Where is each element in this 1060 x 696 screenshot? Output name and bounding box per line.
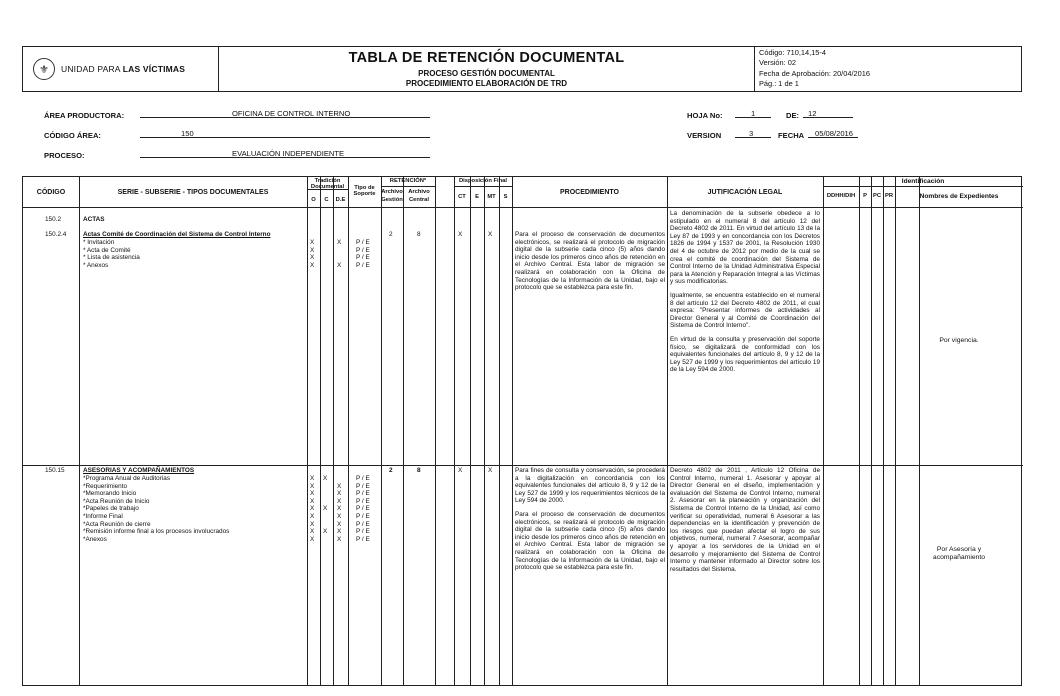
retention-table xyxy=(22,176,1022,686)
meta-pagina: Pág.: 1 de 1 xyxy=(759,79,799,89)
proceso-label: PROCESO: xyxy=(44,151,85,160)
area-productora-label: ÁREA PRODUCTORA: xyxy=(44,111,125,120)
fecha-value: 05/08/2016 xyxy=(815,129,854,138)
header-tipo-soporte: Tipo de Soporte xyxy=(353,185,376,198)
hoja-label: HOJA No: xyxy=(687,111,723,120)
logo-text: UNIDAD PARA LAS VÍCTIMAS xyxy=(61,64,186,74)
header-justificacion: JUTIFICACIÓN LEGAL xyxy=(707,189,783,196)
area-productora-value: OFICINA DE CONTROL INTERNO xyxy=(232,109,351,118)
procedure-subtitle: PROCEDIMIENTO ELABORACIÓN DE TRD xyxy=(405,79,568,88)
tipo-item: * Anexos xyxy=(83,261,109,269)
header-mt: MT xyxy=(487,194,496,200)
serie-code: 150.2 xyxy=(45,216,61,223)
process-subtitle: PROCESO GESTIÓN DOCUMENTAL xyxy=(418,69,555,78)
de-label: DE: xyxy=(786,111,800,120)
version-label: VERSION xyxy=(687,131,722,140)
tipo-item: * Acta de Comité xyxy=(83,246,131,254)
header-retencion: RETENCIÓN* xyxy=(389,178,427,184)
header-ct: CT xyxy=(458,194,466,200)
de-marks: X X xyxy=(337,239,342,269)
soporte-list: P / E P / E P / E P / E P / E P / E P / E P / E P / E xyxy=(356,475,370,543)
subserie-code: 150.2.4 xyxy=(45,231,67,238)
header-archivo-central: Archivo Central xyxy=(408,189,430,203)
subserie-name: Actas Comité de Coordinación del Sistema de Control Interno xyxy=(83,231,271,238)
header-tradicion: Tradición Documental xyxy=(310,178,345,190)
meta-version: Versión: 02 xyxy=(759,58,796,68)
header-codigo: CÓDIGO xyxy=(36,189,66,196)
o-marks: X X X X X X X X X xyxy=(310,475,315,543)
header-de: D.E xyxy=(335,197,346,203)
header-pc: PC xyxy=(872,193,882,199)
procedimiento-text: Para fines de consulta y conservación, se procederá a la digitalización en concordancia con los equivalentes funcionales del artículo 8, 9 y 12 de la Ley 527 de 1999 y los requerimientos técnicos de la Ley 594 de 2000. Para el proceso de conservación de documentos electrónicos, se realizará el protocolo de migración digital de la subserie cada cinco (5) años dando inicio desde los primeros cinco años de retención en el Archivo Central. Esta labor de migración se realizará en colaboración con la Oficina de Tecnologías de la Información de la Unidad, bajo el protocolo que se establezca para este fin. xyxy=(515,467,665,572)
expediente-name: Por vigencia. xyxy=(939,337,979,344)
document-meta xyxy=(755,47,1021,91)
codigo-area-value: 150 xyxy=(181,129,194,138)
header-o: O xyxy=(311,197,316,203)
archivo-central-value: 8 xyxy=(417,231,421,238)
de-marks: X X X X X X X X xyxy=(337,482,342,543)
coat-of-arms-icon: ⚜ xyxy=(33,58,55,80)
archivo-gestion-value: 2 xyxy=(389,231,393,238)
tipo-item: * Lista de asistencia xyxy=(83,254,140,262)
proceso-value: EVALUACIÓN INDEPENDIENTE xyxy=(232,149,345,158)
hoja-value: 1 xyxy=(751,109,756,118)
serie-name: ACTAS xyxy=(83,216,105,223)
logo-area xyxy=(23,47,219,91)
c-marks: X X X xyxy=(323,475,328,536)
header-ddhh: DDHH/DIH xyxy=(826,193,856,199)
mt-mark: X xyxy=(488,231,493,238)
ct-mark: X xyxy=(458,467,463,474)
header-disposicion: Disposición Final xyxy=(459,178,507,184)
o-marks: X X X X xyxy=(310,239,315,269)
header-s: S xyxy=(503,194,508,200)
header-archivo-gestion: Archivo Gestión xyxy=(381,189,403,203)
codigo-area-label: CÓDIGO ÁREA: xyxy=(44,131,101,140)
expediente-name: Por Asesoría y acompañamiento xyxy=(932,546,986,561)
title-block xyxy=(219,47,755,91)
serie-code: 150.15 xyxy=(45,467,65,474)
header-identificacion: Identificación xyxy=(901,178,945,185)
procedimiento-text: Para el proceso de conservación de documentos electrónicos, se realizará el protocolo de migración digital de la subserie cada cinco (5) años dando inicio desde los primeros cinco años de retención en el Archivo Central. Esta labor de migración se realizará en colaboración con la Oficina de Tecnologías de la Información de la Unidad, bajo el protocolo que se establezca para este fin. xyxy=(515,231,665,292)
soporte-list: P / E P / E P / E P / E xyxy=(356,239,370,269)
header-e: E xyxy=(475,194,479,200)
header-pr: PR xyxy=(884,193,894,199)
header-p: P xyxy=(863,193,867,199)
mt-mark: X xyxy=(488,467,493,474)
document-header xyxy=(22,46,1022,92)
header-serie: SERIE - SUBSERIE - TIPOS DOCUMENTALES xyxy=(117,189,269,196)
archivo-central-value: 8 xyxy=(417,467,421,474)
header-procedimiento: PROCEDIMIENTO xyxy=(560,189,619,196)
meta-fecha: Fecha de Aprobación: 20/04/2016 xyxy=(759,68,870,78)
justificacion-text: Decreto 4802 de 2011 , Artículo 12 Oficina de Control Interno, numeral 1. Asesorar y apoyar al Director General en el diseño, implementación y evaluación del Sistema de Control Interno, numeral 2. Asesorar en la planeación y organización del Sistema de Control Interno de la Unidad, así como verificar su operatividad, numeral 6 Asesorar a las dependencias en la identificación y prevención de los riesgos que puedan afectar el logro de sus objetivos, numeral, numeral 7 Asesorar, acompañar y apoyar a los servidores de la Unidad en el desarrollo y mejoramiento del Sistema de Control Interno y mantener informado al Director sobre los resultados del Sistema. xyxy=(670,467,820,573)
tipos-list xyxy=(83,239,140,269)
archivo-gestion-value: 2 xyxy=(389,467,393,474)
ct-mark: X xyxy=(458,231,463,238)
justificacion-text: La denominación de la subserie obedece a lo estipulado en el numeral 8 del artículo 12 del Decreto 4802 de 2011. En virtud del artículo 13 de la Ley 87 de 1993 y en concordancia con los Decretos 1826 de 1994 y 1537 de 2001, la Resolución 1930 del 4 de octubre de 2012 por medio de la cual se crea el comité de coordinación del Sistema de Control Interno de la Unidad Administrativa Especial para la Atención y Reparación Integral a las Víctimas y sus modificatorias. Igualmente, se encuentra establecido en el numeral 8 del artículo 12 del Decreto 4802 de 2011, el cual expresa: "Presentar informes de actividades al Director General y al Comité de Coordinación del Sistema de Control Interno". En virtud de la consulta y preservación del soporte físico, se digitalizará de conformidad con los equivalentes funcionales del artículo 8, 9 y 12 de la Ley 527 de 1999 y los requerimientos del artículo 19 de la Ley 594 de 2000. xyxy=(670,210,820,374)
document-title: TABLA DE RETENCIÓN DOCUMENTAL xyxy=(348,50,625,66)
version-value: 3 xyxy=(749,129,754,138)
header-nombres: Nombres de Expedientes xyxy=(919,193,999,200)
fecha-label: FECHA xyxy=(778,131,805,140)
serie-name: ASESORIAS Y ACOMPAÑAMIENTOS xyxy=(83,467,195,474)
header-c: C xyxy=(324,197,329,203)
meta-codigo: Código: 710,14,15-4 xyxy=(759,48,826,57)
tipo-item: * Invitación xyxy=(83,239,115,246)
de-value: 12 xyxy=(808,109,817,118)
tipos-list: *Programa Anual de Auditorias *Requerimiento *Memorando Inicio *Acta Reunión de Inicio *Papeles de trabajo *Informe Final *Acta Reunión de cierre *Remisión informe final a los procesos involucrados *Anexos xyxy=(83,475,230,543)
